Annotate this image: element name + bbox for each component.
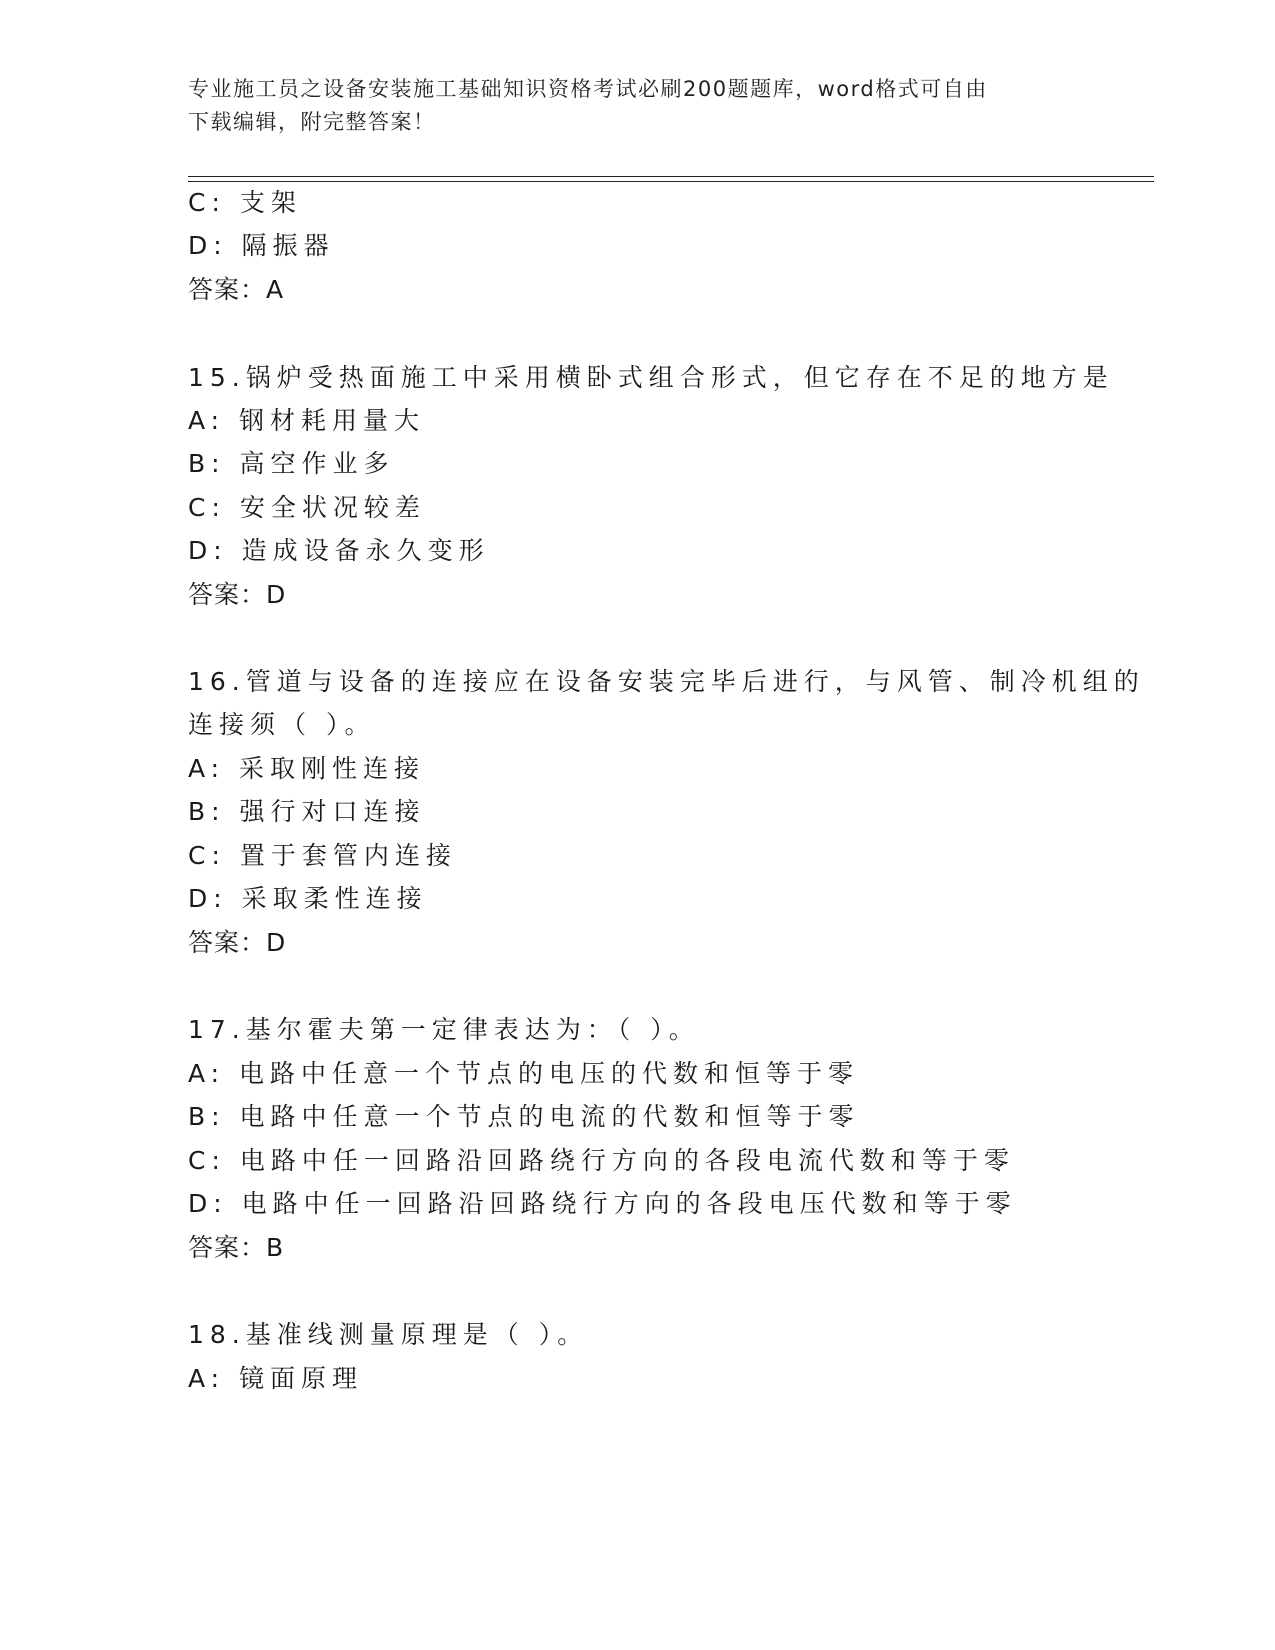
- header-divider-top: [188, 176, 1154, 177]
- q16-option-c: C: 置于套管内连接: [188, 841, 457, 870]
- header-title-line-2: 下载编辑，附完整答案！: [188, 110, 436, 134]
- q18-option-a: A: 镜面原理: [188, 1364, 364, 1393]
- q14-option-c: C: 支架: [188, 188, 302, 217]
- q14-answer: 答案：A: [188, 275, 285, 304]
- q16-option-b: B: 强行对口连接: [188, 797, 426, 826]
- q15-option-b: B: 高空作业多: [188, 449, 395, 478]
- q17-option-b: B: 电路中任意一个节点的电流的代数和恒等于零: [188, 1102, 860, 1131]
- q18-stem: 18.基准线测量原理是（ ）。: [188, 1320, 589, 1349]
- q15-answer: 答案：D: [188, 580, 287, 609]
- q15-option-d: D: 造成设备永久变形: [188, 536, 490, 565]
- q17-option-d: D: 电路中任一回路沿回路绕行方向的各段电压代数和等于零: [188, 1189, 1017, 1218]
- q17-answer: 答案：B: [188, 1233, 285, 1262]
- q17-option-c: C: 电路中任一回路沿回路绕行方向的各段电流代数和等于零: [188, 1146, 1015, 1175]
- q16-stem-line-2: 连接须（ ）。: [188, 710, 376, 739]
- q15-option-a: A: 钢材耗用量大: [188, 406, 426, 435]
- q16-stem-line-1: 16.管道与设备的连接应在设备安装完毕后进行，与风管、制冷机组的: [188, 667, 1145, 696]
- header-divider-bottom: [188, 181, 1154, 182]
- q16-option-d: D: 采取柔性连接: [188, 884, 428, 913]
- q14-option-d: D: 隔振器: [188, 231, 335, 260]
- q15-stem: 15.锅炉受热面施工中采用横卧式组合形式，但它存在不足的地方是: [188, 363, 1114, 392]
- q16-option-a: A: 采取刚性连接: [188, 754, 426, 783]
- q16-answer: 答案：D: [188, 928, 287, 957]
- q17-option-a: A: 电路中任意一个节点的电压的代数和恒等于零: [188, 1059, 860, 1088]
- document-header: [188, 73, 1088, 139]
- q17-stem: 17.基尔霍夫第一定律表达为：（ ）。: [188, 1015, 700, 1044]
- q15-option-c: C: 安全状况较差: [188, 493, 426, 522]
- header-title-line-1: 专业施工员之设备安装施工基础知识资格考试必刷200题题库，word格式可自由: [188, 77, 988, 101]
